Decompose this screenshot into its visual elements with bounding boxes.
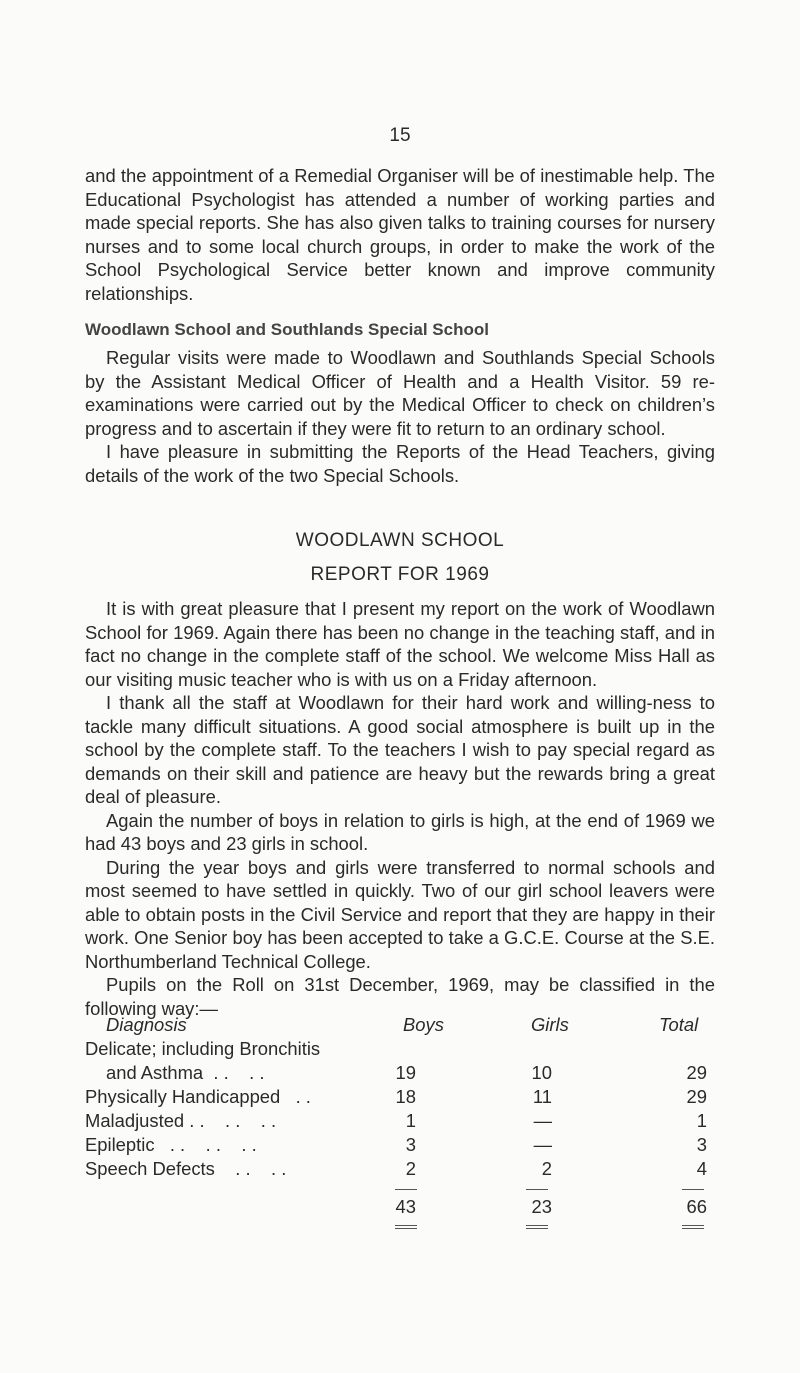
row-girls: 10 [531,1062,552,1083]
double-rule-row [85,1219,715,1233]
row-diagnosis: Speech Defects . . . . [85,1158,287,1179]
sum-rule [395,1189,417,1190]
total-all: 66 [686,1196,707,1217]
row-diagnosis: Physically Handicapped . . [85,1086,311,1107]
report-paragraph: Pupils on the Roll on 31st December, 1969, may be classified in the following way:— [85,974,715,1019]
row-girls: 11 [532,1086,552,1107]
row-total: 1 [696,1110,707,1131]
row-diagnosis: Epileptic . . . . . . [85,1134,257,1155]
table-header [85,1013,715,1037]
table-row [85,1109,715,1133]
row-boys: 18 [395,1086,416,1107]
row-diagnosis: Delicate; including Bronchitis [85,1038,321,1059]
section-body [85,346,715,487]
intro-section [85,164,715,305]
row-boys: 1 [405,1110,416,1131]
row-girls: — [533,1110,552,1131]
row-boys: 19 [395,1062,416,1083]
report-subtitle: REPORT FOR 1969 [310,564,490,585]
double-rule [395,1225,417,1229]
table-row [85,1157,715,1181]
header-boys: Boys [403,1014,444,1035]
header-total: Total [659,1014,699,1035]
row-girls: 2 [541,1158,552,1179]
sum-rule-row [85,1181,715,1195]
totals-row [85,1195,715,1219]
section-paragraph: I have pleasure in submitting the Reports of the Head Teachers, giving details of the work of the two Special Schools. [85,441,715,486]
header-diagnosis: Diagnosis [106,1014,187,1035]
page-number: 15 [389,125,411,146]
sum-rule [682,1189,704,1190]
report-title: WOODLAWN SCHOOL [295,530,505,551]
table-row [85,1037,715,1061]
classification-table [85,1013,715,1233]
row-diagnosis: and Asthma . . . . [106,1062,265,1083]
section-heading: Woodlawn School and Southlands Special School [85,320,489,339]
row-total: 29 [686,1086,707,1107]
sum-rule [526,1189,548,1190]
row-girls: — [533,1134,552,1155]
table-row [85,1085,715,1109]
section-paragraph: Regular visits were made to Woodlawn and Southlands Special Schools by the Assistant Medical Officer of Health and a Health Visitor. 59 re-examinations were carried out by the Medical Officer to check on children’s progress and to ascertain if they were fit to return to an ordinary school. [85,347,715,439]
report-body [85,597,715,1020]
intro-paragraph: and the appointment of a Remedial Organiser will be of inestimable help. The Educational Psychologist has attended a number of working parties and made special reports. She has also given talks to training courses for nursery nurses and to some local church groups, in order to make the work of the School Psychological Service better known and improve community relationships. [85,165,715,304]
double-rule [682,1225,704,1229]
row-boys: 3 [405,1134,416,1155]
row-boys: 2 [405,1158,416,1179]
report-paragraph: I thank all the staff at Woodlawn for their hard work and willing-ness to tackle many difficult situations. A good social atmosphere is built up in the school by the complete staff. To the teachers I wish to pay special regard as demands on their skill and patience are heavy but the rewards bring a great deal of pleasure. [85,692,715,807]
table-row [85,1133,715,1157]
report-paragraph: It is with great pleasure that I present my report on the work of Woodlawn School for 1969. Again there has been no change in the teaching staff, and in fact no change in the complete staff of the school. We welcome Miss Hall as our visiting music teacher who is with us on a Friday afternoon. [85,598,715,690]
header-girls: Girls [531,1014,569,1035]
total-boys: 43 [395,1196,416,1217]
row-total: 29 [686,1062,707,1083]
double-rule [526,1225,548,1229]
total-girls: 23 [531,1196,552,1217]
row-total: 3 [696,1134,707,1155]
report-paragraph: During the year boys and girls were transferred to normal schools and most seemed to have settled in quickly. Two of our girl school leavers were able to obtain posts in the Civil Service and report that they are happy in their work. One Senior boy has been accepted to take a G.C.E. Course at the S.E. Northumberland Technical College. [85,856,715,972]
row-total: 4 [696,1158,707,1179]
report-paragraph: Again the number of boys in relation to girls is high, at the end of 1969 we had 43 boys and 23 girls in school. [85,809,715,854]
row-diagnosis: Maladjusted . . . . . . [85,1110,277,1131]
table-row [85,1061,715,1085]
